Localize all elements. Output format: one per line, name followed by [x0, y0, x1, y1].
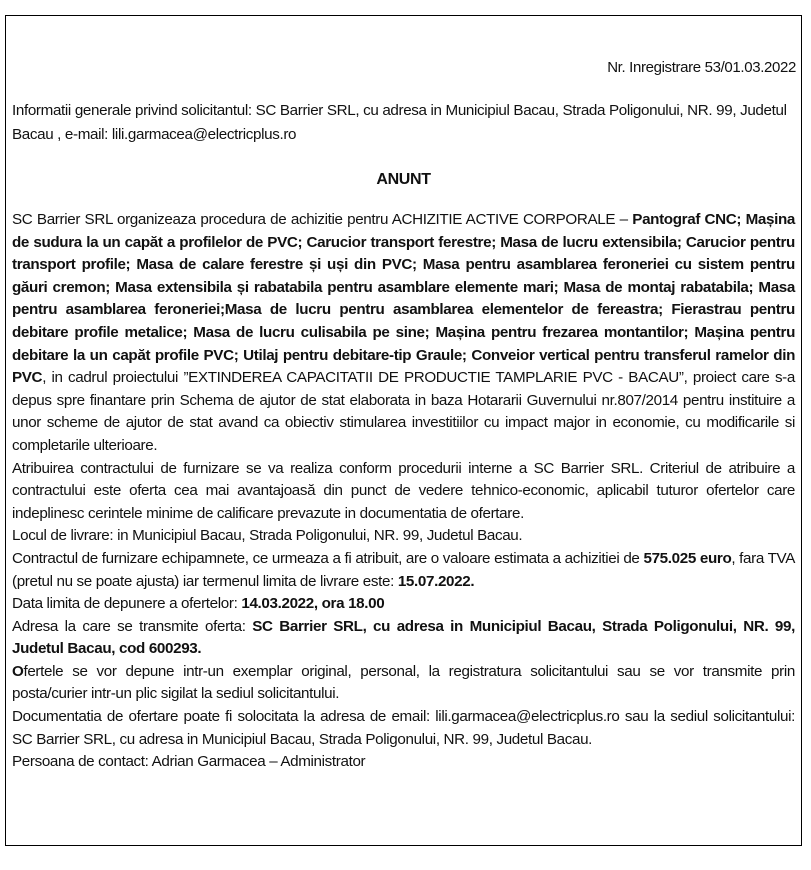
contract-value: 575.025 euro [643, 549, 732, 567]
documentation-paragraph: Documentatia de ofertare poate fi solocitata la adresa de email: lili.garmacea@electricplus.ro sau la sediul solicitantului: SC Barrier SRL, cu adresa in Municipiul Bacau, Strada Poligonului, NR. 99, Judetul Bacau. [12, 708, 795, 748]
registration-number: Nr. Inregistrare 53/01.03.2022 [607, 59, 796, 76]
submission-address: Adresa la care se transmite oferta: SC Barrier SRL, cu adresa in Municipiul Bacau, Strada Poligonului, NR. 99, Judetul Bacau, cod 600293. [12, 617, 795, 658]
award-paragraph: Atribuirea contractului de furnizare se va realiza conform procedurii interne a SC Barrier SRL. Criteriul de atribuire a contractului este oferta cea mai avantajoasă din punct de vedere tehnico-economic, aplicabil tuturor ofertelor care indeplinesc cerintele minime de calificare prevazute in documentatia de ofertare. [12, 459, 795, 522]
project-name: EXTINDEREA CAPACITATII DE PRODUCTIE TAMPLARIE PVC - BACAU [188, 369, 679, 387]
delivery-place: Locul de livrare: in Municipiul Bacau, Strada Poligonului, NR. 99, Judetul Bacau. [12, 527, 523, 545]
contract-paragraph: Contractul de furnizare echipamnete, ce urmeaza a fi atribuit, are o valoare estimata a achizitiei de 575.025 euro, fara TVA (pretul nu se poate ajusta) iar termenul limita de livrare este: 15.07.2022. [12, 549, 795, 590]
applicant-info: Informatii generale privind solicitantul: SC Barrier SRL, cu adresa in Municipiul Bacau, Strada Poligonului, NR. 99, Judetul Bacau , e-mail: lili.garmacea@electricplus.ro [12, 102, 787, 143]
offers-paragraph: Ofertele se vor depune intr-un exemplar original, personal, la registratura solicitantului sau se vor transmite prin posta/curier intr-un plic sigilat la sediul solicitantului. [12, 662, 795, 703]
delivery-deadline: 15.07.2022. [397, 572, 475, 590]
procured-items: Pantograf CNC; Mașina de sudura la un capăt a profilelor de PVC; Carucior transport ferestre; Masa de lucru extensibila; Carucior pentru transport profile; Masa de calare ferestre și uși din PVC; Masa pentru asamblarea feroneriei cu sistem pentru găuri cremon; Masa extensibila și rabatabila pentru asamblare elemente mari; Masa de montaj rabatabila; Masa pentru asamblarea feroneriei;Masa de lucru pentru asamblarea elementelor de fereastra; Fierastrau pentru debitare profile metalice; Masa de lucru culisabila pe sine; Mașina pentru frezarea montantilor; Mașina pentru debitare la un capăt profile PVC; Utilaj pentru debitare-tip Graule; Conveior vertical pentru transferul ramelor din PVC [12, 211, 796, 387]
submission-deadline: Data limita de depunere a ofertelor: 14.03.2022, ora 18.00 [12, 595, 385, 613]
document-body [12, 209, 795, 774]
contact-person: Persoana de contact: Adrian Garmacea – Administrator [12, 753, 366, 771]
announcement-document [5, 15, 802, 846]
procurement-paragraph: SC Barrier SRL organizeaza procedura de achizitie pentru ACHIZITIE ACTIVE CORPORALE – Pantograf CNC; Mașina de sudura la un capăt a profilelor de PVC; Carucior transport ferestre; Masa de lucru extensibila; Carucior pentru transport profile; Masa de calare ferestre și uși din PVC; Masa pentru asamblarea feroneriei cu sistem pentru găuri cremon; Masa extensibila și rabatabila pentru asamblare elemente mari; Masa de montaj rabatabila; Masa pentru asamblarea feroneriei;Masa de lucru pentru asamblarea elementelor de fereastra; Fierastrau pentru debitare profile metalice; Masa de lucru culisabila pe sine; Mașina pentru frezarea montantilor; Mașina pentru debitare la un capăt profile PVC; Utilaj pentru debitare-tip Graule; Conveior vertical pentru transferul ramelor din PVC, in cadrul proiectului ”EXTINDEREA CAPACITATII DE PRODUCTIE TAMPLARIE PVC - BACAU”, proiect care s-a depus spre finantare prin Schema de ajutor de stat elaborata in baza Hotararii Guvernului nr.807/2014 pentru instituire a unor scheme de ajutor de stat avand ca obiectiv stimularea investitiilor cu impact major in economie, cu modificarile si completarile ulterioare. [12, 211, 796, 454]
document-title: ANUNT [376, 171, 431, 188]
